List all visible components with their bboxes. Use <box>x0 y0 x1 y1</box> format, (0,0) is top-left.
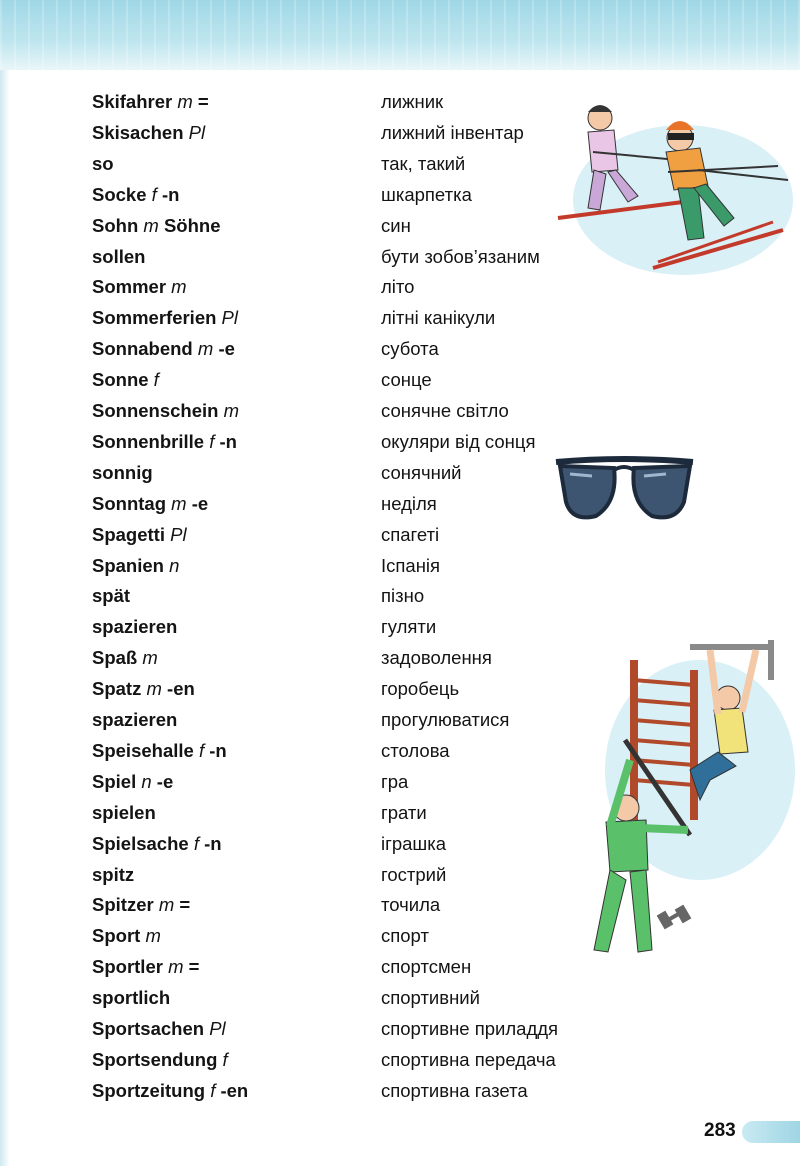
german-word <box>92 488 208 519</box>
headword: Spielsache <box>92 832 189 854</box>
german-word <box>92 395 239 426</box>
dictionary-entry <box>0 117 800 148</box>
german-word <box>92 704 177 735</box>
headword: Sportsendung <box>92 1048 218 1070</box>
german-word <box>92 982 170 1013</box>
german-word <box>92 611 177 642</box>
german-word <box>92 642 158 673</box>
ukrainian-translation: лижний інвентар <box>381 121 524 143</box>
ukrainian-translation: спорт <box>381 925 429 947</box>
ukrainian-translation: субота <box>381 338 439 360</box>
gender-marker: m <box>143 214 159 236</box>
headword: Spagetti <box>92 523 165 545</box>
german-word <box>92 766 173 797</box>
gender-marker: m <box>146 678 162 700</box>
headword: spazieren <box>92 709 178 730</box>
german-word <box>92 920 161 951</box>
headword: Sonntag <box>92 492 166 514</box>
dictionary-entry <box>0 673 800 704</box>
headword: Sportsachen <box>92 1018 205 1039</box>
gender-marker: m <box>145 925 161 947</box>
plural-form: -n <box>209 739 227 761</box>
dictionary-entry <box>0 457 800 488</box>
gender-marker: m <box>171 276 187 298</box>
ukrainian-translation: син <box>381 214 411 236</box>
headword: Sommerferien <box>92 307 217 329</box>
dictionary-entry <box>0 241 800 272</box>
headword: so <box>92 152 114 174</box>
german-word <box>92 364 159 395</box>
german-word <box>92 735 227 766</box>
ukrainian-translation: спортсмен <box>381 956 472 978</box>
gender-marker: f <box>222 1048 228 1070</box>
headword: Sport <box>92 925 141 947</box>
german-word <box>92 580 130 611</box>
headword: sonnig <box>92 461 153 483</box>
ukrainian-translation: сонце <box>381 369 432 391</box>
plural-form: = <box>197 91 209 112</box>
headword: spitz <box>92 863 135 885</box>
german-word <box>92 1013 226 1044</box>
ukrainian-translation: сонячний <box>381 461 462 483</box>
ukrainian-translation: спортивна передача <box>381 1048 556 1070</box>
dictionary-entry <box>0 828 800 859</box>
dictionary-entry <box>0 1044 800 1075</box>
dictionary-entry <box>0 488 800 519</box>
ukrainian-translation: окуляри від сонця <box>381 430 536 452</box>
dictionary-entry <box>0 889 800 920</box>
headword: Speisehalle <box>92 739 194 761</box>
dictionary-entry <box>0 271 800 302</box>
headword: spät <box>92 585 131 607</box>
ukrainian-translation: літо <box>381 276 415 298</box>
headword: Spiel <box>92 770 137 792</box>
gender-marker: m <box>158 894 175 916</box>
headword: Sonnenbrille <box>92 430 205 452</box>
ukrainian-translation: пізно <box>381 585 425 607</box>
page-tab <box>742 1121 800 1143</box>
headword: Sonnabend <box>92 338 193 360</box>
dictionary-entry <box>0 364 800 395</box>
ukrainian-translation: шкарпетка <box>381 183 472 205</box>
headword: Skisachen <box>92 121 184 143</box>
page-number: 283 <box>704 1120 736 1141</box>
german-word <box>92 1044 228 1075</box>
headword: Sommer <box>92 276 167 298</box>
german-word <box>92 86 209 117</box>
ukrainian-translation: столова <box>381 739 450 761</box>
dictionary-entry <box>0 550 800 581</box>
dictionary-entry <box>0 1013 800 1044</box>
dictionary-entry <box>0 210 800 241</box>
headword: spazieren <box>92 616 178 638</box>
dictionary-entry <box>0 766 800 797</box>
ukrainian-translation: так, такий <box>381 152 466 174</box>
gender-marker: Pl <box>170 523 187 545</box>
gender-marker: m <box>168 956 184 978</box>
ukrainian-translation: бути зобов’язаним <box>381 245 540 267</box>
dictionary-entry <box>0 859 800 890</box>
plural-form: -n <box>204 832 222 854</box>
ukrainian-translation: спортивне приладдя <box>381 1018 559 1039</box>
german-word <box>92 951 199 982</box>
page-header-band <box>0 0 800 70</box>
headword: Socke <box>92 183 147 205</box>
plural-form: -n <box>161 183 180 205</box>
plural-form: -e <box>218 338 235 360</box>
german-word <box>92 148 114 179</box>
plural-form: -en <box>220 1079 249 1101</box>
dictionary-entry <box>0 735 800 766</box>
ukrainian-translation: спортивний <box>381 987 480 1009</box>
german-word <box>92 333 235 364</box>
dictionary-entry <box>0 642 800 673</box>
dictionary-entry <box>0 982 800 1013</box>
german-word <box>92 117 205 148</box>
headword: Spatz <box>92 678 142 700</box>
german-word <box>92 271 187 302</box>
gender-marker: n <box>141 770 152 792</box>
dictionary-entry <box>0 704 800 735</box>
dictionary-entry <box>0 86 800 117</box>
headword: Spitzer <box>92 894 154 916</box>
headword: Sonne <box>92 369 149 391</box>
german-word <box>92 426 237 457</box>
headword: sportlich <box>92 987 171 1009</box>
german-word <box>92 210 220 241</box>
ukrainian-translation: горобець <box>381 678 460 700</box>
gender-marker: Pl <box>221 307 238 329</box>
gender-marker: f <box>193 832 199 854</box>
gender-marker: m <box>142 647 158 669</box>
ukrainian-translation: спортивна газета <box>381 1079 528 1101</box>
dictionary-entry <box>0 302 800 333</box>
gender-marker: f <box>151 183 157 205</box>
headword: Spanien <box>92 554 164 576</box>
ukrainian-translation: іграшка <box>381 832 447 854</box>
ukrainian-translation: неділя <box>381 492 437 514</box>
plural-form: -e <box>156 770 174 792</box>
dictionary-entry <box>0 797 800 828</box>
german-word <box>92 1075 248 1106</box>
gender-marker: f <box>153 369 159 391</box>
plural-form: -en <box>167 678 195 700</box>
plural-form: = <box>179 894 191 916</box>
gender-marker: m <box>223 400 240 421</box>
dictionary-entry <box>0 395 800 426</box>
german-word <box>92 302 238 333</box>
ukrainian-translation: гострий <box>381 863 447 885</box>
german-word <box>92 550 179 581</box>
gender-marker: Pl <box>188 121 206 143</box>
german-word <box>92 179 179 210</box>
dictionary-entry <box>0 333 800 364</box>
dictionary-entry <box>0 920 800 951</box>
ukrainian-translation: точила <box>381 894 441 916</box>
plural-form: -e <box>191 492 209 514</box>
ukrainian-translation: Іспанія <box>381 554 441 576</box>
german-word <box>92 889 190 920</box>
gender-marker: Pl <box>209 1018 226 1039</box>
ukrainian-translation: гуляти <box>381 616 437 638</box>
dictionary-entry <box>0 426 800 457</box>
ukrainian-translation: прогулюватися <box>381 709 510 730</box>
plural-form: -n <box>219 430 237 452</box>
dictionary-entry <box>0 1075 800 1106</box>
headword: Sohn <box>92 214 139 236</box>
ukrainian-translation: сонячне світло <box>381 400 509 421</box>
gender-marker: m <box>197 338 214 360</box>
dictionary-entry <box>0 611 800 642</box>
german-word <box>92 519 187 550</box>
ukrainian-translation: грати <box>381 801 427 823</box>
dictionary-entry <box>0 580 800 611</box>
german-word <box>92 859 134 890</box>
gender-marker: f <box>209 430 215 452</box>
dictionary-entry <box>0 951 800 982</box>
plural-form: Söhne <box>163 214 221 236</box>
dictionary-entry <box>0 179 800 210</box>
headword: Sonnenschein <box>92 400 219 421</box>
german-word <box>92 457 153 488</box>
ukrainian-translation: спагеті <box>381 523 440 545</box>
headword: sollen <box>92 245 146 267</box>
headword: Sportzeitung <box>92 1079 206 1101</box>
headword: Sportler <box>92 956 163 978</box>
gender-marker: n <box>169 554 180 576</box>
gender-marker: f <box>210 1079 216 1101</box>
gender-marker: m <box>177 91 193 112</box>
gender-marker: f <box>198 739 205 761</box>
headword: spielen <box>92 801 156 823</box>
ukrainian-translation: гра <box>381 770 409 792</box>
headword: Spaß <box>92 647 138 669</box>
german-word <box>92 797 156 828</box>
plural-form: = <box>188 956 200 978</box>
ukrainian-translation: задоволення <box>381 647 492 669</box>
headword: Skifahrer <box>92 91 173 112</box>
dictionary-entry <box>0 148 800 179</box>
ukrainian-translation: лижник <box>381 91 444 112</box>
german-word <box>92 828 222 859</box>
german-word <box>92 241 145 272</box>
dictionary-entry <box>0 519 800 550</box>
german-word <box>92 673 195 704</box>
ukrainian-translation: літні канікули <box>381 307 496 329</box>
gender-marker: m <box>171 492 187 514</box>
